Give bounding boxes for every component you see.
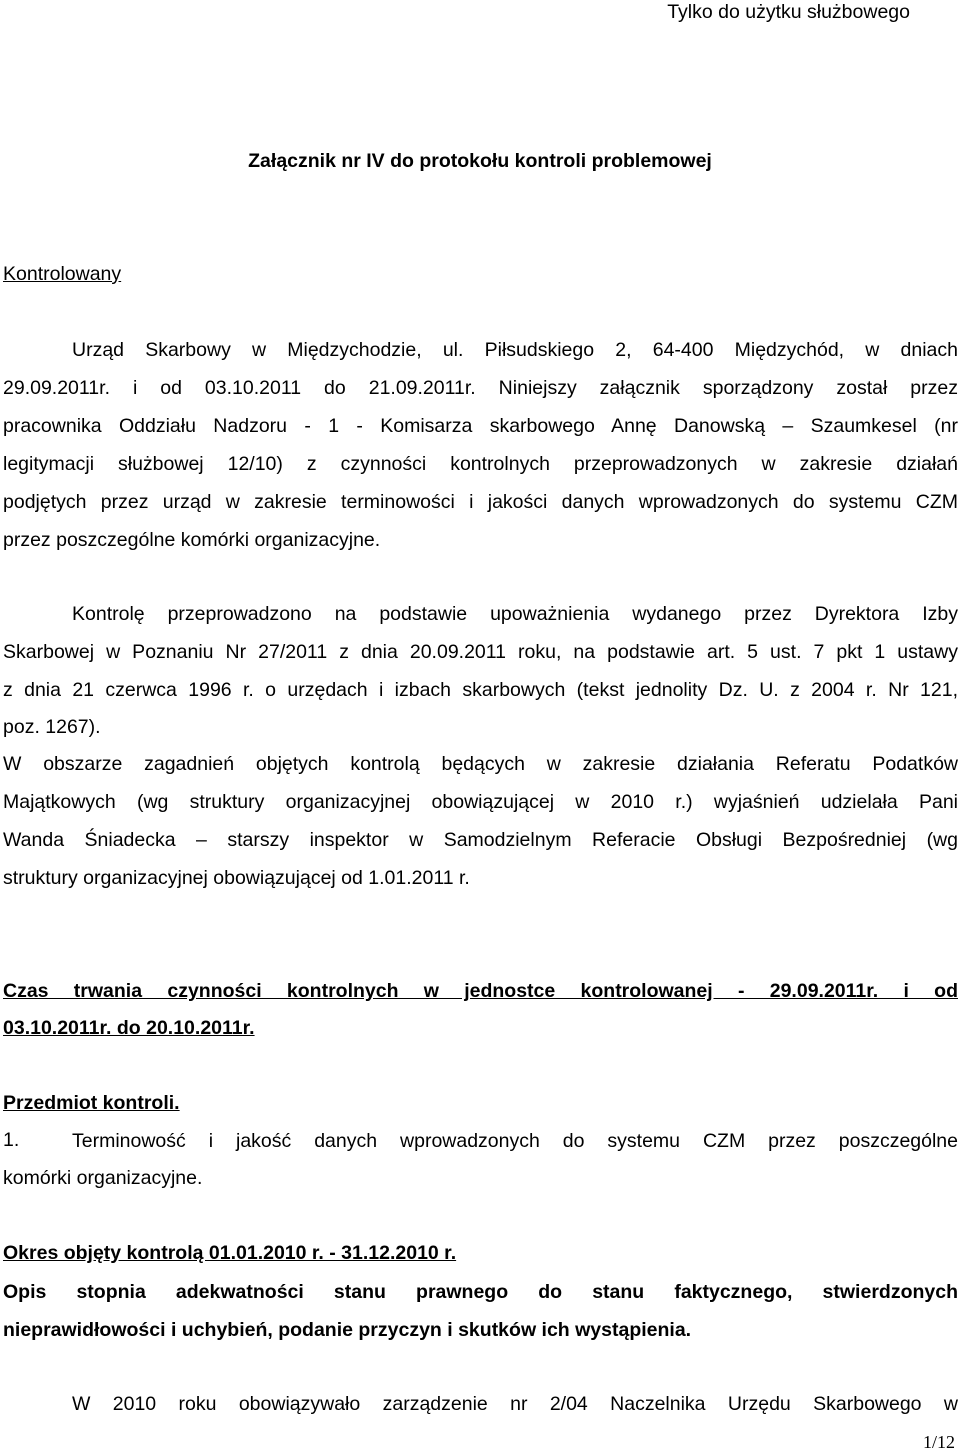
confidentiality-note: Tylko do użytku służbowego <box>667 1 910 23</box>
text-line: Majątkowych (wg struktury organizacyjnej obowiązującej w 2010 r.) wyjaśnień udzielała Pani <box>3 791 958 813</box>
text-line: poz. 1267). <box>3 716 101 738</box>
duration-line: 03.10.2011r. do 20.10.2011r. <box>3 1017 255 1039</box>
text-line: Wanda Śniadecka – starszy inspektor w Samodzielnym Referacie Obsługi Bezpośredniej (wg <box>3 829 958 851</box>
text-line: Terminowość i jakość danych wprowadzonych do systemu CZM przez poszczególne <box>72 1130 958 1152</box>
text-line: nieprawidłowości i uchybień, podanie przyczyn i skutków ich wystąpienia. <box>3 1319 692 1341</box>
duration-line: Czas trwania czynności kontrolnych w jednostce kontrolowanej - 29.09.2011r. i od <box>3 980 958 1002</box>
text-line: z dnia 21 czerwca 1996 r. o urzędach i izbach skarbowych (tekst jednolity Dz. U. z 2004 r. Nr 121, <box>3 679 958 701</box>
section-heading-kontrolowany: Kontrolowany <box>3 263 122 285</box>
text-line: przez poszczególne komórki organizacyjne. <box>3 529 381 551</box>
text-line: struktury organizacyjnej obowiązującej od 1.01.2011 r. <box>3 867 470 889</box>
section-heading-przedmiot: Przedmiot kontroli. <box>3 1092 180 1114</box>
text-line: Skarbowej w Poznaniu Nr 27/2011 z dnia 20.09.2011 roku, na podstawie art. 5 ust. 7 pkt 1 ustawy <box>3 641 958 663</box>
text-line: W 2010 roku obowiązywało zarządzenie nr 2/04 Naczelnika Urzędu Skarbowego w <box>72 1393 958 1415</box>
page-number: 1/12 <box>922 1432 955 1452</box>
section-heading-okres: Okres objęty kontrolą 01.01.2010 r. - 31.12.2010 r. <box>3 1242 457 1264</box>
text-line: komórki organizacyjne. <box>3 1167 203 1189</box>
text-line: Opis stopnia adekwatności stanu prawnego do stanu faktycznego, stwierdzonych <box>3 1281 958 1303</box>
text-line: Kontrolę przeprowadzono na podstawie upoważnienia wydanego przez Dyrektora Izby <box>72 603 958 625</box>
text-line: podjętych przez urząd w zakresie terminowości i jakości danych wprowadzonych do systemu CZM <box>3 491 958 513</box>
list-item-number: 1. <box>3 1129 20 1151</box>
text-line: W obszarze zagadnień objętych kontrolą będących w zakresie działania Referatu Podatków <box>3 753 958 775</box>
document-title: Załącznik nr IV do protokołu kontroli problemowej <box>248 150 712 172</box>
text-line: pracownika Oddziału Nadzoru - 1 - Komisarza skarbowego Annę Danowską – Szaumkesel (nr <box>3 415 958 437</box>
text-line: legitymacji służbowej 12/10) z czynności kontrolnych przeprowadzonych w zakresie działań <box>3 453 958 475</box>
text-line: 29.09.2011r. i od 03.10.2011 do 21.09.2011r. Niniejszy załącznik sporządzony został przez <box>3 377 958 399</box>
text-line: Urząd Skarbowy w Międzychodzie, ul. Piłsudskiego 2, 64-400 Międzychód, w dniach <box>72 339 958 361</box>
